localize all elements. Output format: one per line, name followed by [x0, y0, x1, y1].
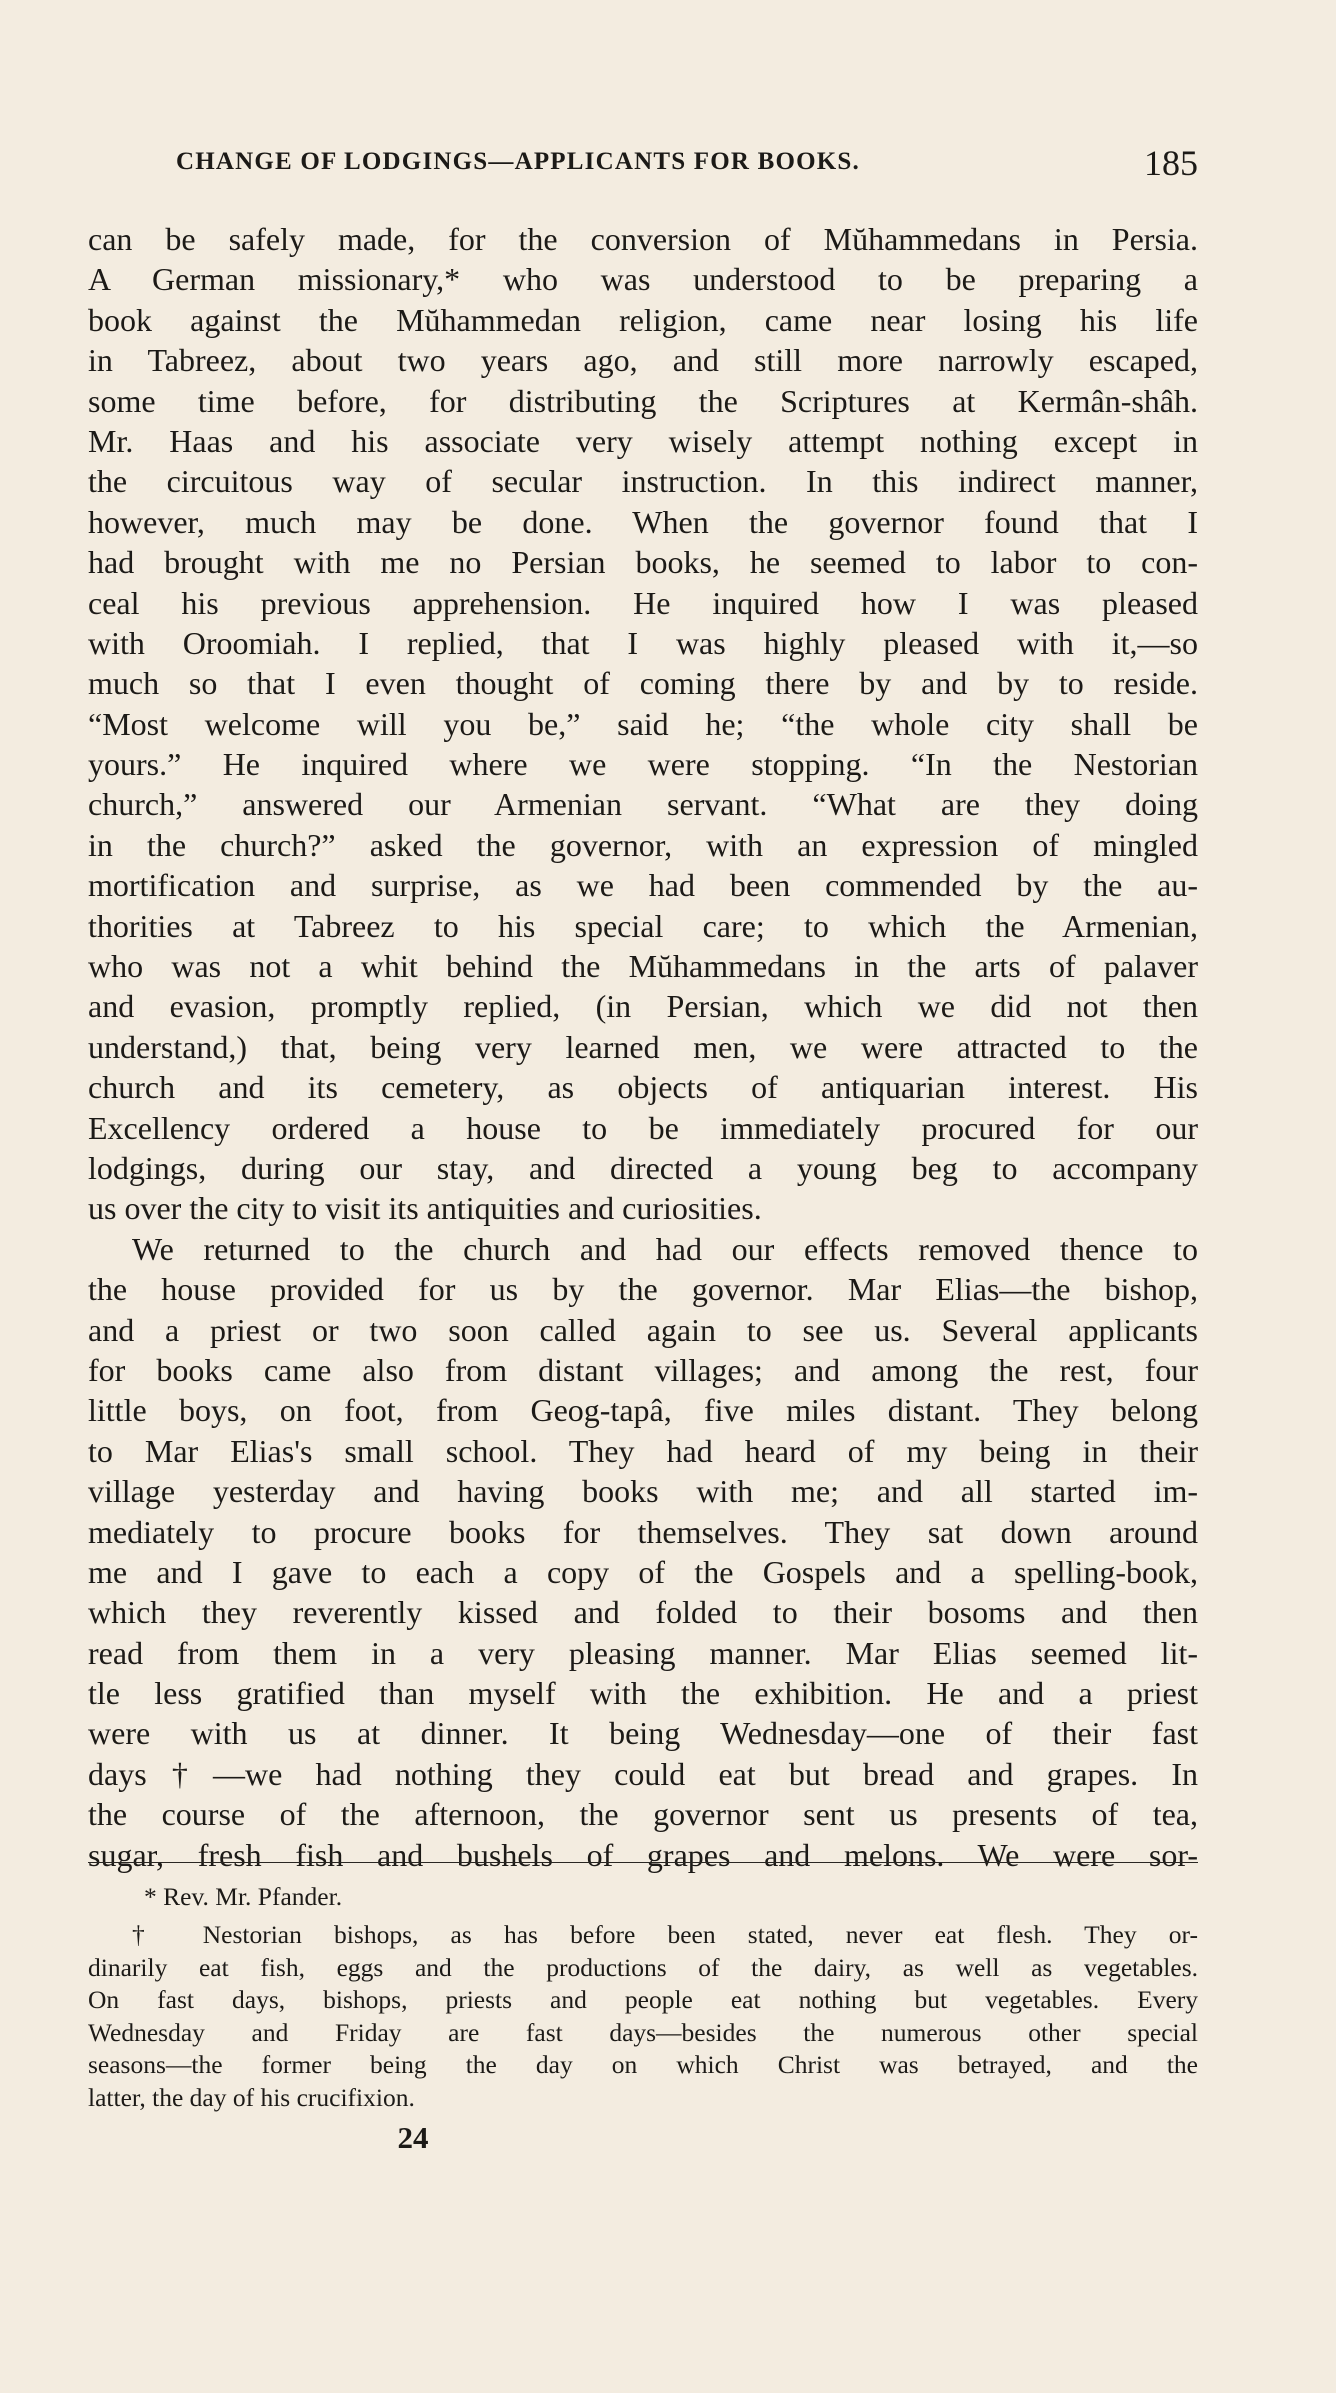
text-line: and evasion, promptly replied, (in Persian, which we did not then: [88, 988, 1198, 1025]
text-line: thorities at Tabreez to his special care; to which the Armenian,: [88, 907, 1198, 944]
text-line: lodgings, during our stay, and directed a young beg to accompany: [88, 1149, 1198, 1186]
footnote-divider: [88, 1862, 1198, 1863]
text-line: for books came also from distant villages; and among the rest, four: [88, 1351, 1198, 1388]
text-line: A German missionary,* who was understood to be preparing a: [88, 261, 1198, 298]
text-line: mediately to procure books for themselves. They sat down around: [88, 1513, 1198, 1550]
text-line: read from them in a very pleasing manner. Mar Elias seemed lit-: [88, 1634, 1198, 1671]
text-line: book against the Mŭhammedan religion, came near losing his life: [88, 301, 1198, 338]
text-line: Mr. Haas and his associate very wisely attempt nothing except in: [88, 422, 1198, 459]
signature-mark: 24: [397, 2120, 429, 2155]
text-line: much so that I even thought of coming there by and by to reside.: [88, 665, 1198, 702]
text-line: church and its cemetery, as objects of antiquarian interest. His: [88, 1069, 1198, 1106]
text-line: yours.” He inquired where we were stopping. “In the Nestorian: [88, 746, 1198, 783]
text-line: the house provided for us by the governor. Mar Elias—the bishop,: [88, 1271, 1198, 1308]
footnotes: [88, 1881, 1198, 2115]
text-line: in Tabreez, about two years ago, and still more narrowly escaped,: [88, 342, 1198, 379]
text-line: and a priest or two soon called again to see us. Several applicants: [88, 1311, 1198, 1348]
running-title: CHANGE OF LODGINGS—APPLICANTS FOR BOOKS.: [176, 148, 860, 175]
footnote-1: * Rev. Mr. Pfander.: [144, 1882, 343, 1911]
text-line: sugar, fresh fish and bushels of grapes and melons. We were sor-: [88, 1836, 1198, 1873]
footnote-line: † Nestorian bishops, as has before been stated, never eat flesh. They or-: [132, 1920, 1198, 1949]
text-line: some time before, for distributing the Scriptures at Kermân-shâh.: [88, 382, 1198, 419]
footnote-line: On fast days, bishops, priests and people eat nothing but vegetables. Every: [88, 1985, 1198, 2015]
text-line: village yesterday and having books with me; and all started im-: [88, 1473, 1198, 1510]
text-line: which they reverently kissed and folded to their bosoms and then: [88, 1594, 1198, 1631]
footnote-2: [88, 1919, 1198, 2115]
text-line: the course of the afternoon, the governor sent us presents of tea,: [88, 1796, 1198, 1833]
footnote-line: latter, the day of his crucifixion.: [88, 2082, 415, 2112]
text-line: with Oroomiah. I replied, that I was highly pleased with it,—so: [88, 624, 1198, 661]
footnote-line: dinarily eat fish, eggs and the productions of the dairy, as well as vegetables.: [88, 1952, 1198, 1982]
text-line: to Mar Elias's small school. They had heard of my being in their: [88, 1432, 1198, 1469]
text-line: mortification and surprise, as we had been commended by the au-: [88, 867, 1198, 904]
text-line: the circuitous way of secular instruction. In this indirect manner,: [88, 463, 1198, 500]
footnote-line: Wednesday and Friday are fast days—besides the numerous other special: [88, 2017, 1198, 2047]
text-line: We returned to the church and had our effects removed thence to: [132, 1230, 1198, 1267]
text-line: can be safely made, for the conversion of Mŭhammedans in Persia.: [88, 221, 1198, 257]
text-line: Excellency ordered a house to be immediately procured for our: [88, 1109, 1198, 1146]
text-line: tle less gratified than myself with the exhibition. He and a priest: [88, 1675, 1198, 1712]
text-line: had brought with me no Persian books, he seemed to labor to con-: [88, 544, 1198, 581]
text-line: were with us at dinner. It being Wednesday—one of their fast: [88, 1715, 1198, 1752]
text-line: understand,) that, being very learned men, we were attracted to the: [88, 1028, 1198, 1065]
text-line: “Most welcome will you be,” said he; “the whole city shall be: [88, 705, 1198, 742]
text-line: in the church?” asked the governor, with an expression of mingled: [88, 826, 1198, 863]
page-number: 185: [1144, 143, 1198, 183]
text-line: ceal his previous apprehension. He inquired how I was pleased: [88, 584, 1198, 621]
text-line: us over the city to visit its antiquities and curiosities.: [88, 1190, 762, 1227]
text-line: however, much may be done. When the governor found that I: [88, 503, 1198, 540]
text-line: church,” answered our Armenian servant. “What are they doing: [88, 786, 1198, 823]
body-text: [88, 219, 1198, 1875]
text-line: who was not a whit behind the Mŭhammedans in the arts of palaver: [88, 948, 1198, 985]
book-page: [88, 0, 1198, 2393]
text-line: me and I gave to each a copy of the Gospels and a spelling-book,: [88, 1553, 1198, 1590]
text-line: days†—we had nothing they could eat but bread and grapes. In: [88, 1755, 1198, 1792]
text-line: little boys, on foot, from Geog-tapâ, five miles distant. They belong: [88, 1392, 1198, 1429]
running-head: [176, 142, 1198, 186]
footnote-line: seasons—the former being the day on which Christ was betrayed, and the: [88, 2050, 1198, 2080]
